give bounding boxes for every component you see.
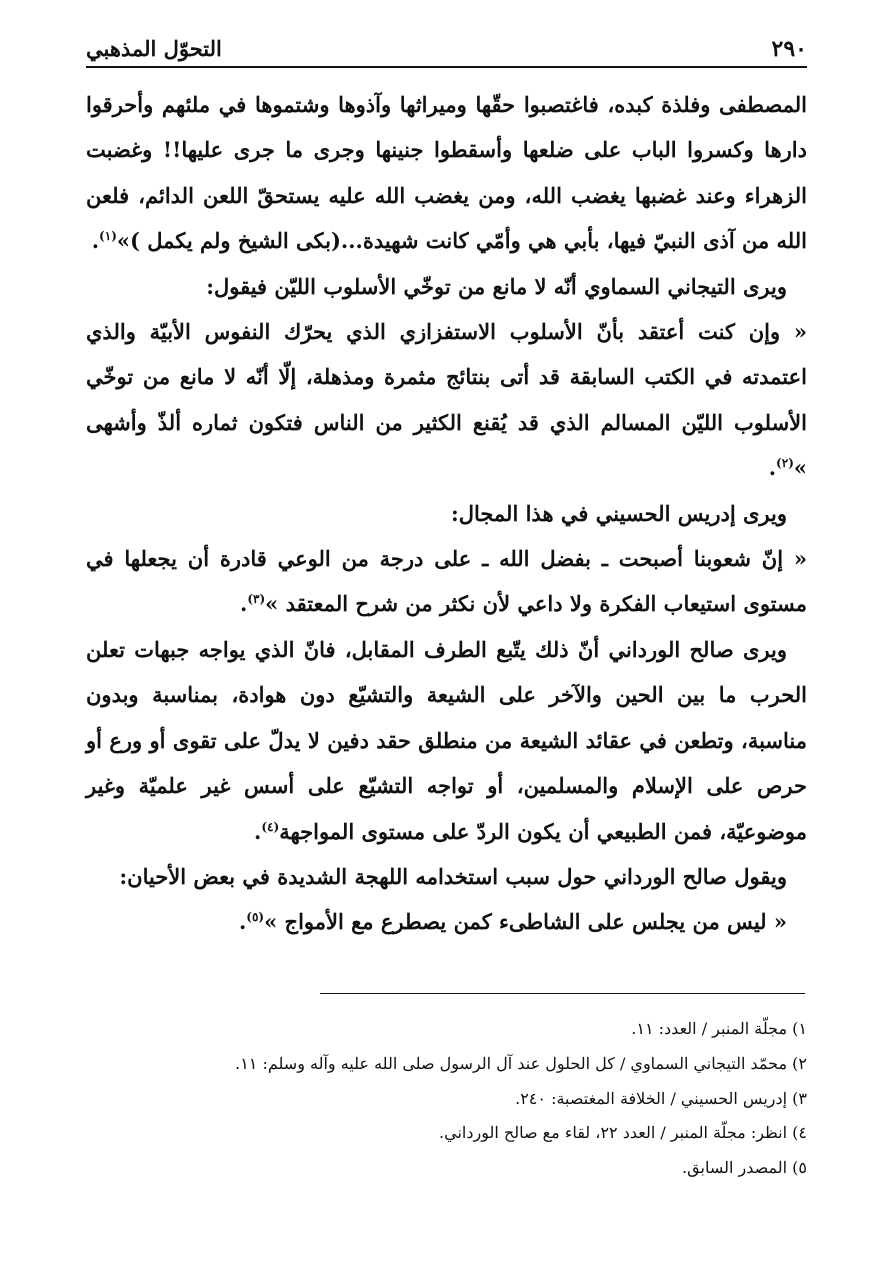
paragraph-6-pre: ويرى xyxy=(742,636,787,662)
paragraph-7-post: حول سبب استخدامه اللهجة الشديدة في بعض الأحيان: xyxy=(119,863,597,889)
paragraph-6-post: أنّ ذلك يتّبع الطرف المقابل، فانّ الذي يواجه جبهات تعلن الحرب ما بين الحين والآخر على الشيعة والتشيّع دون هوادة، بمناسبة وبدون مناسبة، وتطعن في عقائد الشيعة من منطلق حقد دفين لا يدلّ على تقوى أو ورع أو حرص على الإسلام والمسلمين، أو تواجه التشيّع على أسس غير علميّة وغير موضوعيّة، فمن الطبيعي أن يكون الردّ على مستوى المواجهة xyxy=(86,636,807,844)
author-name-wardani: صالح الورداني xyxy=(608,636,734,662)
paragraph-2-pre: ويرى xyxy=(742,273,787,299)
paragraph-2-post: أنّه لا مانع من توخّي الأسلوب الليّن فيقول: xyxy=(206,273,577,299)
footnote-rule xyxy=(320,993,805,994)
running-title: التحوّل المذهبي xyxy=(86,36,222,61)
paragraph-7 xyxy=(86,854,807,899)
paragraph-7-pre: ويقول xyxy=(734,863,787,889)
paragraph-1-text: المصطفى وفلذة كبده، فاغتصبوا حقّها وميراثها وآذوها وشتموها في ملئهم وأحرقوا دارها وكسروا الباب على ضلعها وأسقطوا جنينها وجرى ما جرى عليها!! وغضبت الزهراء وعند غضبها يغضب الله، ومن يغضب الله عليه يستحقّ اللعن الدائم، فلعن الله من آذى النبيّ فيها، بأبي هي وأمّي كانت شهيدة...(بكى الشيخ ولم يكمل )» xyxy=(86,92,807,254)
footnote-2: ٢) محمّد التيجاني السماوي / كل الحلول عند آل الرسول صلى الله عليه وآله وسلم: ١١. xyxy=(235,1053,807,1073)
page-number: ٢٩٠ xyxy=(771,36,807,62)
paragraph-4-post: في هذا المجال: xyxy=(450,500,589,526)
footnote-ref-5: (٥) xyxy=(246,910,265,925)
page-header xyxy=(86,30,807,70)
author-name-tijani: التيجاني السماوي xyxy=(584,273,736,299)
footnote-1: ١) مجلّة المنبر / العدد: ١١. xyxy=(631,1019,807,1038)
paragraph-8-quote: « ليس من يجلس على الشاطىء كمن يصطرع مع الأمواج »$^{(٥)}$. xyxy=(238,909,787,935)
footnote-ref-3: (٣) xyxy=(247,592,266,607)
footnote-ref-2: (٢) xyxy=(776,456,794,471)
paragraph-8-text: « ليس من يجلس على الشاطىء كمن يصطرع مع الأمواج » xyxy=(264,909,787,935)
footnotes xyxy=(86,1012,807,1186)
author-name-wardani-2: صالح الورداني xyxy=(603,863,727,889)
footnote-5: ٥) المصدر السابق. xyxy=(682,1158,807,1178)
author-name-husseini: إدريس الحسيني xyxy=(595,500,736,526)
paragraph-4-pre: ويرى xyxy=(742,500,787,526)
main-text xyxy=(86,82,807,945)
footnote-4: ٤) انظر: مجلّة المنبر / العدد ٢٢، لقاء مع صالح الورداني. xyxy=(439,1123,807,1143)
paragraph-3-text: « وإن كنت أعتقد بأنّ الأسلوب الاستفزازي الذي يحرّك النفوس الأبيّة والذي اعتمدته في الكتب السابقة قد أتى بنتائج مثمرة ومذهلة، إلّا أنّه لا مانع من توخّي الأسلوب الليّن المسالم الذي قد يُقنع الكثير من الناس فتكون ثماره ألذّ وأشهى » xyxy=(86,319,807,481)
footnote-ref-4: (٤) xyxy=(261,819,280,834)
paragraph-5-quote: « إنّ شعوبنا أصبحت ـ بفضل الله ـ على درجة من الوعي قادرة أن يجعلها في مستوى استيعاب الفكرة ولا داعي لأن نكثر من شرح المعتقد »$^{(٣)}$. xyxy=(86,546,807,617)
paragraph-3-quote: « وإن كنت أعتقد بأنّ الأسلوب الاستفزازي الذي يحرّك النفوس الأبيّة والذي اعتمدته في الكتب السابقة قد أتى بنتائج مثمرة ومذهلة، إلّا أنّه لا مانع من توخّي الأسلوب الليّن المسالم الذي قد يُقنع الكثير من الناس فتكون ثماره ألذّ وأشهى »$^{(٢)}$. xyxy=(86,319,807,481)
footnote-ref-1: (١) xyxy=(99,229,117,244)
header-rule xyxy=(86,66,807,68)
paragraph-2 xyxy=(86,264,807,309)
paragraph-1: المصطفى وفلذة كبده، فاغتصبوا حقّها وميراثها وآذوها وشتموها في ملئهم وأحرقوا دارها وكسروا الباب على ضلعها وأسقطوا جنينها وجرى ما جرى عليها!! وغضبت الزهراء وعند غضبها يغضب الله، ومن يغضب الله عليه يستحقّ اللعن الدائم، فلعن الله من آذى النبيّ فيها، بأبي هي وأمّي كانت شهيدة...(بكى الشيخ ولم يكمل )»$^{(١)}$. xyxy=(86,92,807,254)
paragraph-5-text: « إنّ شعوبنا أصبحت ـ بفضل الله ـ على درجة من الوعي قادرة أن يجعلها في مستوى استيعاب الفكرة ولا داعي لأن نكثر من شرح المعتقد » xyxy=(86,546,807,617)
paragraph-4 xyxy=(86,491,807,536)
paragraph-6: ويرى صالح الورداني أنّ ذلك يتّبع الطرف المقابل، فانّ الذي يواجه جبهات تعلن الحرب ما بين الحين والآخر على الشيعة والتشيّع دون هوادة، بمناسبة وبدون مناسبة، وتطعن في عقائد الشيعة من منطلق حقد دفين لا يدلّ على تقوى أو ورع أو حرص على الإسلام والمسلمين، أو تواجه التشيّع على أسس غير علميّة وغير موضوعيّة، فمن الطبيعي أن يكون الردّ على مستوى المواجهة$^{(٤)}$. xyxy=(86,636,807,844)
footnote-3: ٣) إدريس الحسيني / الخلافة المغتصبة: ٢٤٠. xyxy=(515,1088,807,1108)
